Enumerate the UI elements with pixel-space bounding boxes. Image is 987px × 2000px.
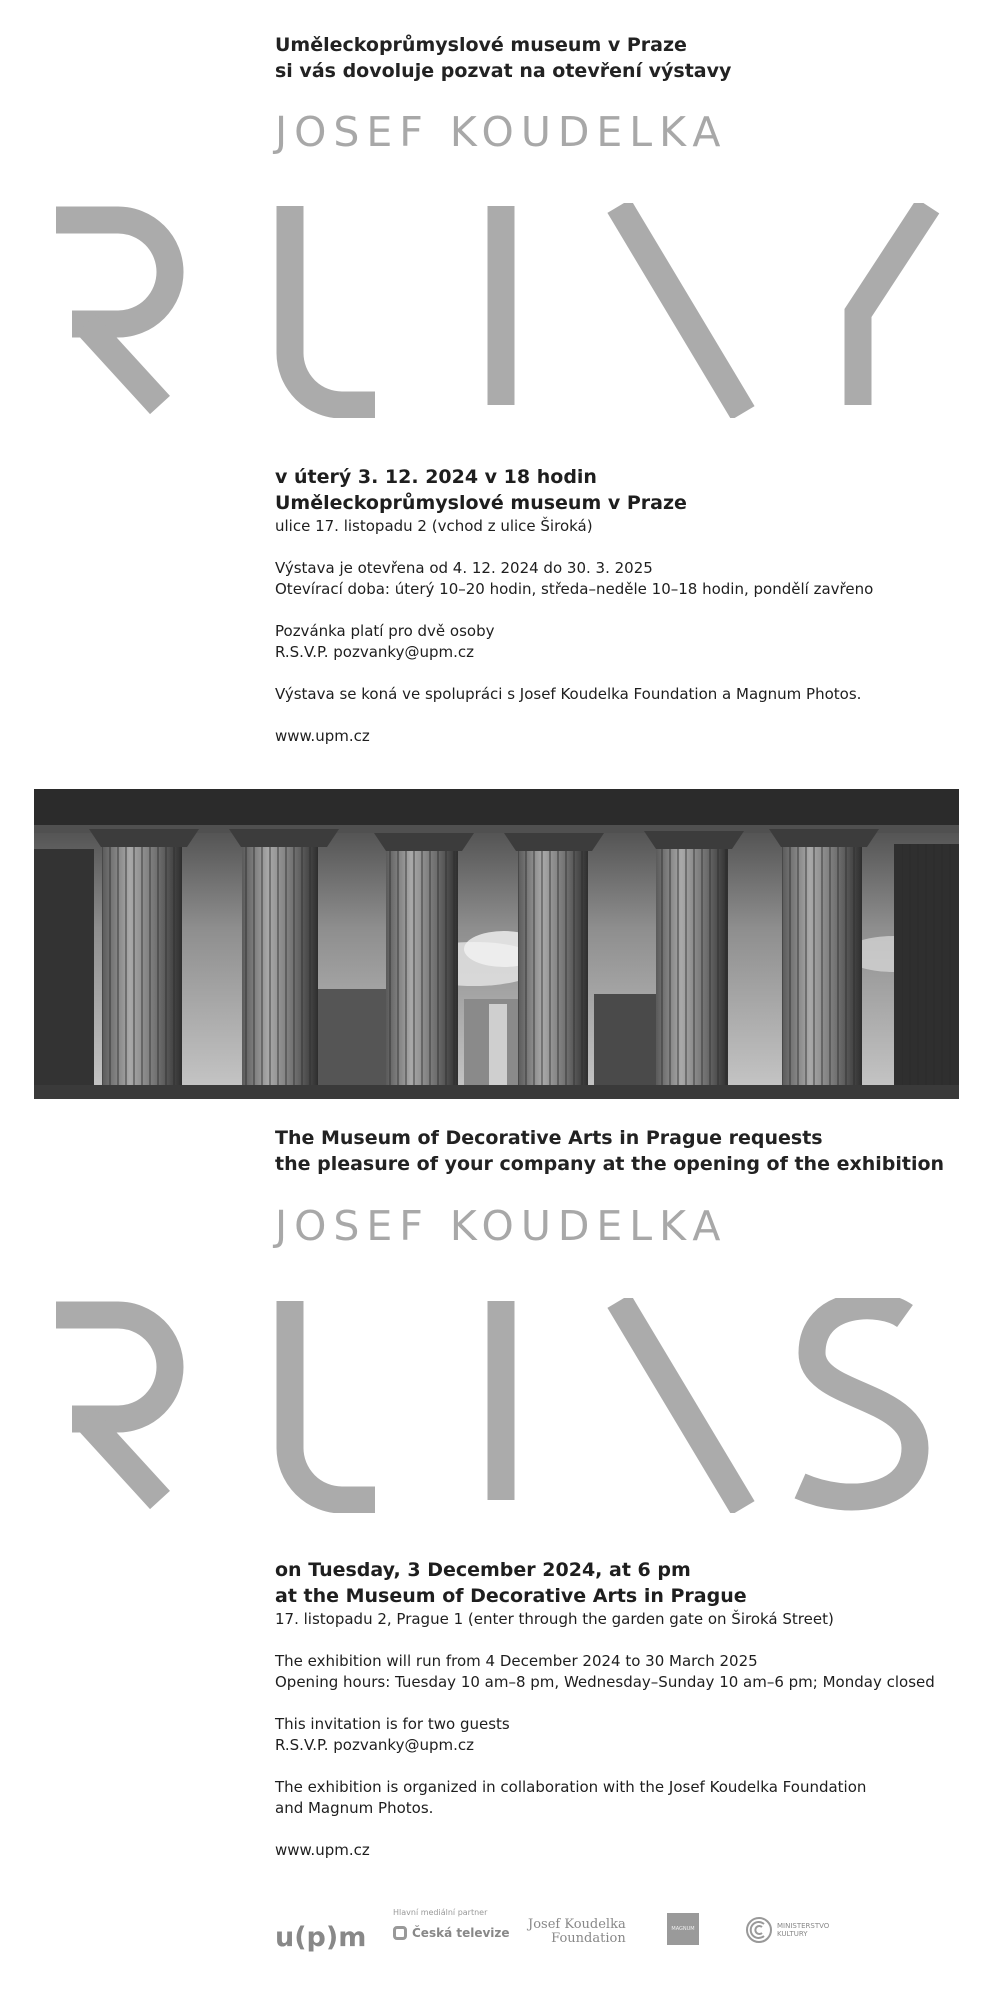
ceska-televize-icon (393, 1926, 407, 1940)
title-letter-n (619, 1301, 743, 1508)
czech-title-ruiny (0, 203, 987, 418)
english-artist-name: JOSEF KOUDELKA (275, 1202, 728, 1250)
czech-rsvp: R.S.V.P. pozvanky@upm.cz (275, 643, 474, 661)
english-hours: Opening hours: Tuesday 10 am–8 pm, Wednesday–Sunday 10 am–6 pm; Monday closed (275, 1673, 935, 1691)
english-intro (275, 1125, 944, 1177)
czech-venue: Uměleckoprůmyslové museum v Praze (275, 492, 687, 514)
temple-ruins-photo (34, 789, 959, 1099)
english-collab-line-2: and Magnum Photos. (275, 1799, 434, 1817)
english-title-ruins (0, 1298, 987, 1513)
ministry-emblem-icon (745, 1916, 773, 1944)
english-venue: at the Museum of Decorative Arts in Prague (275, 1585, 747, 1607)
title-letter-u (290, 1301, 375, 1500)
english-collab-line-1: The exhibition is organized in collaboration with the Josef Koudelka Foundation (275, 1778, 867, 1796)
title-letter-y (858, 206, 928, 405)
czech-intro-line-1: Uměleckoprůmyslové museum v Praze (275, 34, 687, 56)
czech-details (275, 464, 873, 747)
czech-intro (275, 32, 731, 84)
partner-logos (275, 1908, 895, 1964)
ministry-line-2: KULTURY (777, 1930, 808, 1938)
english-rsvp: R.S.V.P. pozvanky@upm.cz (275, 1736, 474, 1754)
english-invite: This invitation is for two guests (275, 1715, 510, 1733)
ceska-televize-label: Česká televize (412, 1926, 510, 1940)
title-letter-s (800, 1306, 915, 1497)
english-intro-line-1: The Museum of Decorative Arts in Prague requests (275, 1127, 823, 1149)
title-letter-u (290, 206, 375, 405)
media-partner-label: Hlavní mediální partner (393, 1908, 488, 1917)
title-letter-r-bowl (56, 1315, 170, 1419)
czech-intro-line-2: si vás dovoluje pozvat na otevření výstavy (275, 60, 732, 82)
english-date: on Tuesday, 3 December 2024, at 6 pm (275, 1559, 691, 1581)
english-details (275, 1557, 935, 1861)
foundation-line-2: Foundation (551, 1931, 626, 1946)
czech-collab: Výstava se koná ve spolupráci s Josef Koudelka Foundation a Magnum Photos. (275, 685, 862, 703)
czech-web: www.upm.cz (275, 727, 370, 745)
koudelka-foundation-logo (528, 1918, 626, 1946)
czech-invite: Pozvánka platí pro dvě osoby (275, 622, 495, 640)
english-run: The exhibition will run from 4 December 2024 to 30 March 2025 (275, 1652, 758, 1670)
czech-date: v úterý 3. 12. 2024 v 18 hodin (275, 466, 597, 488)
ministry-logo (745, 1916, 829, 1944)
czech-address: ulice 17. listopadu 2 (vchod z ulice Široká) (275, 517, 593, 535)
ceska-televize-logo (393, 1926, 510, 1940)
czech-hours: Otevírací doba: úterý 10–20 hodin, středa–neděle 10–18 hodin, pondělí zavřeno (275, 580, 874, 598)
english-intro-line-2: the pleasure of your company at the opening of the exhibition (275, 1153, 945, 1175)
foundation-line-1: Josef Koudelka (528, 1917, 626, 1932)
czech-run: Výstava je otevřena od 4. 12. 2024 do 30. 3. 2025 (275, 559, 653, 577)
magnum-logo: MAGNUM (667, 1913, 699, 1945)
english-address: 17. listopadu 2, Prague 1 (enter through the garden gate on Široká Street) (275, 1610, 834, 1628)
title-letter-n (619, 206, 743, 413)
english-web: www.upm.cz (275, 1841, 370, 1859)
upm-logo: u(p)m (275, 1922, 367, 1953)
title-letter-r-bowl (56, 220, 170, 324)
czech-artist-name: JOSEF KOUDELKA (275, 108, 728, 156)
ministry-line-1: MINISTERSTVO (777, 1922, 830, 1930)
